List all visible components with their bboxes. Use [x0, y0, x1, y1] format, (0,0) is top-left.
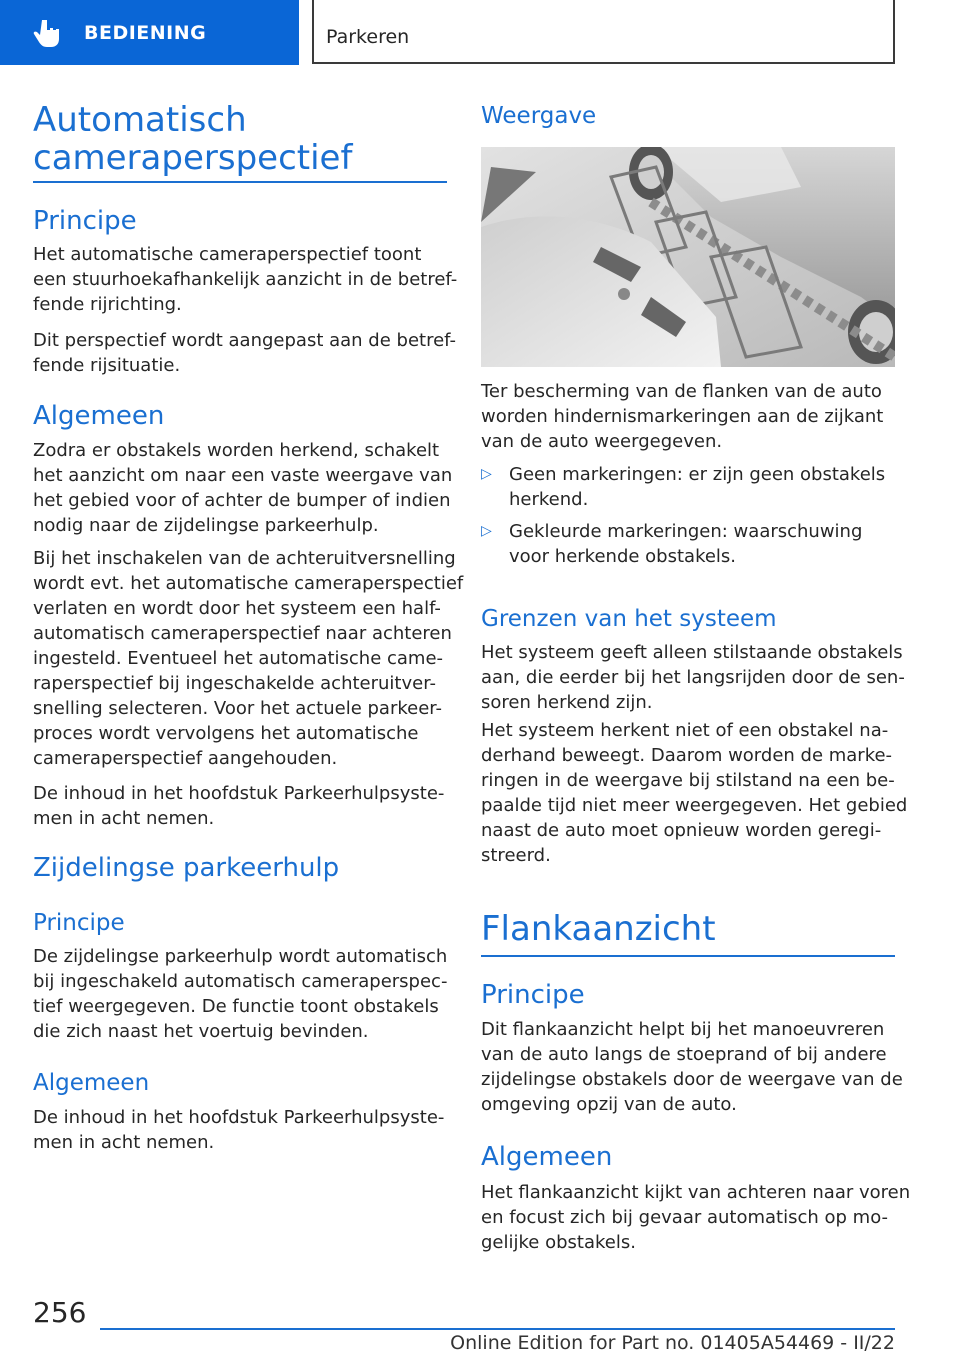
principe-paragraph-2: [33, 328, 456, 378]
text-line: Het automatische cameraperspectief toont: [33, 244, 422, 265]
text-line: raperspectief bij ingeschakelde achteruitver-: [33, 673, 436, 694]
grenzen-heading: Grenzen van het systeem: [481, 606, 777, 632]
algemeen2-paragraph: [33, 1105, 444, 1155]
text-line: Dit flankaanzicht helpt bij het manoeuvreren: [481, 1019, 885, 1040]
side-view-camera-image: [481, 147, 895, 367]
footer-rule: [100, 1328, 895, 1330]
text-line: aan, die eerder bij het langsrijden door de sen-: [481, 667, 905, 688]
text-line: Het flankaanzicht kijkt van achteren naar voren: [481, 1182, 911, 1203]
text-line: Ter bescherming van de flanken van de auto: [481, 381, 882, 402]
principe-paragraph: [33, 242, 457, 317]
section-tab: [0, 0, 299, 65]
triangle-bullet-icon: ▷: [481, 466, 492, 482]
principe-heading: Principe: [33, 206, 137, 236]
text-line: Het systeem herkent niet of een obstakel na-: [481, 720, 889, 741]
text-line: De inhoud in het hoofdstuk Parkeerhulpsyste-: [33, 783, 445, 804]
text-line: wordt evt. het automatische cameraperspectief: [33, 573, 464, 594]
main-title-line1: Automatisch: [33, 100, 247, 140]
title-rule: [33, 181, 447, 183]
weergave-paragraph: [481, 379, 883, 454]
flank-algemeen-heading: Algemeen: [481, 1142, 613, 1172]
text-line: nodig naar de zijdelingse parkeerhulp.: [33, 515, 379, 536]
text-line: automatisch cameraperspectief naar achteren: [33, 623, 452, 644]
algemeen2-heading: Algemeen: [33, 1070, 150, 1096]
text-line: Bij het inschakelen van de achteruitversnelling: [33, 548, 456, 569]
triangle-bullet-icon: ▷: [481, 523, 492, 539]
zijdelingse-heading: Zijdelingse parkeerhulp: [33, 853, 340, 883]
text-line: De zijdelingse parkeerhulp wordt automatisch: [33, 946, 448, 967]
text-line: Geen markeringen: er zijn geen obstakels: [509, 464, 886, 485]
text-line: streerd.: [481, 845, 551, 866]
text-line: naast de auto moet opnieuw worden geregi-: [481, 820, 882, 841]
text-line: derhand beweegt. Daarom worden de marke-: [481, 745, 893, 766]
flank-title-rule: [481, 955, 895, 957]
text-line: een stuurhoekafhankelijk aanzicht in de betref-: [33, 269, 458, 290]
pointing-hand-icon: [30, 16, 64, 50]
grenzen-paragraph: [481, 640, 905, 715]
text-line: van de auto weergegeven.: [481, 431, 723, 452]
text-line: herkend.: [509, 489, 589, 510]
text-line: het aanzicht om naar een vaste weergave van: [33, 465, 453, 486]
chapter-box: [312, 0, 895, 64]
camera-view-illustration: [481, 147, 895, 367]
text-line: Zodra er obstakels worden herkend, schakelt: [33, 440, 440, 461]
text-line: fende rijrichting.: [33, 294, 182, 315]
text-line: die zich naast het voertuig bevinden.: [33, 1021, 369, 1042]
text-line: voor herkende obstakels.: [509, 546, 737, 567]
text-line: bij ingeschakeld automatisch cameraperspec-: [33, 971, 448, 992]
algemeen-heading: Algemeen: [33, 401, 165, 431]
list-item: [481, 462, 895, 512]
text-line: soren herkend zijn.: [481, 692, 653, 713]
main-title-line2: cameraperspectief: [33, 138, 353, 178]
text-line: paalde tijd niet meer weergegeven. Het gebied: [481, 795, 908, 816]
edition-note: Online Edition for Part no. 01405A54469 - II/22: [450, 1332, 895, 1354]
page-number: 256: [33, 1296, 87, 1329]
text-line: gelijke obstakels.: [481, 1232, 636, 1253]
flank-principe-heading: Principe: [481, 980, 585, 1010]
text-line: verlaten en wordt door het systeem een half-: [33, 598, 441, 619]
text-line: fende rijsituatie.: [33, 355, 181, 376]
grenzen-paragraph-2: [481, 718, 907, 868]
text-line: De inhoud in het hoofdstuk Parkeerhulpsyste-: [33, 1107, 445, 1128]
text-line: worden hindernismarkeringen aan de zijkant: [481, 406, 884, 427]
chapter-label: Parkeren: [326, 26, 410, 48]
text-line: ringen in de weergave bij stilstand na een be-: [481, 770, 895, 791]
algemeen-paragraph-2: [33, 546, 463, 771]
text-line: men in acht nemen.: [33, 1132, 215, 1153]
algemeen-paragraph: [33, 438, 452, 538]
text-line: ingesteld. Eventueel het automatische came-: [33, 648, 444, 669]
flank-principe-paragraph: [481, 1017, 903, 1117]
principe2-heading: Principe: [33, 910, 125, 936]
section-label: BEDIENING: [84, 21, 207, 44]
text-line: snelling selecteren. Voor het actuele parkeer-: [33, 698, 443, 719]
flank-algemeen-paragraph: [481, 1180, 910, 1255]
list-item: [481, 519, 895, 569]
principe2-paragraph: [33, 944, 447, 1044]
text-line: Dit perspectief wordt aangepast aan de betref-: [33, 330, 457, 351]
text-line: en focust zich bij gevaar automatisch op mo-: [481, 1207, 889, 1228]
text-line: Het systeem geeft alleen stilstaande obstakels: [481, 642, 903, 663]
text-line: tief weergegeven. De functie toont obstakels: [33, 996, 439, 1017]
flankaanzicht-title: Flankaanzicht: [481, 909, 716, 949]
text-line: Gekleurde markeringen: waarschuwing: [509, 521, 863, 542]
algemeen-paragraph-3: [33, 781, 444, 831]
weergave-heading: Weergave: [481, 103, 597, 129]
text-line: van de auto langs de stoeprand of bij andere: [481, 1044, 887, 1065]
text-line: cameraperspectief aangehouden.: [33, 748, 338, 769]
text-line: proces wordt vervolgens het automatische: [33, 723, 419, 744]
text-line: omgeving opzij van de auto.: [481, 1094, 737, 1115]
text-line: zijdelingse obstakels door de weergave van de: [481, 1069, 903, 1090]
text-line: men in acht nemen.: [33, 808, 215, 829]
text-line: het gebied voor of achter de bumper of indien: [33, 490, 451, 511]
